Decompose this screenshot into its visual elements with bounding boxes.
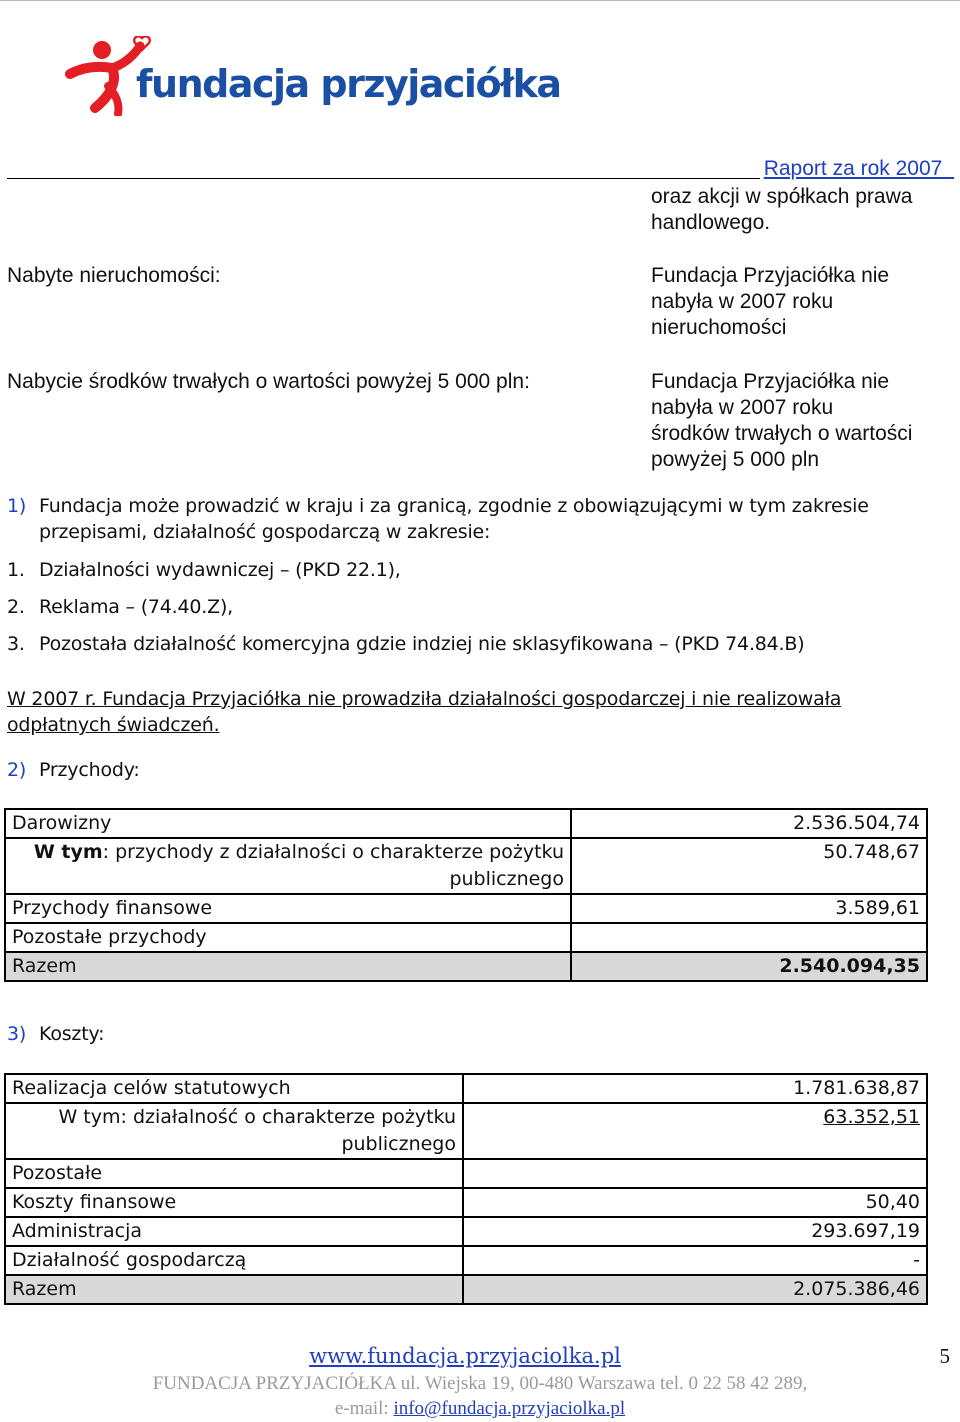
revenue-table [4, 808, 928, 982]
acquisition-label-real-estate: Nabyte nieruchomości: [7, 264, 221, 287]
revenue-value: 2.536.504,74 [571, 809, 927, 838]
table-row [5, 952, 927, 981]
cost-label: Realizacja celów statutowych [5, 1074, 463, 1103]
value-line: Fundacja Przyjaciółka nie [651, 264, 890, 287]
cost-label-line: publicznego [341, 1133, 456, 1155]
cost-label-line: W tym: działalność o charakterze pożytku [58, 1106, 456, 1128]
acquisition-value-fixed-assets [651, 369, 951, 473]
cost-value-text: 63.352,51 [823, 1106, 920, 1128]
activity-item: Działalności wydawniczej – (PKD 22.1), [39, 559, 401, 581]
intro-line: handlowego. [651, 211, 771, 234]
activity-item-num: 1. [7, 559, 25, 581]
table-row [5, 894, 927, 923]
footer-address: FUNDACJA PRZYJACIÓŁKA ul. Wiejska 19, 00-480 Warszawa tel. 0 22 58 42 289, [152, 1373, 808, 1394]
cost-value: 293.697,19 [463, 1217, 927, 1246]
value-line: środków trwałych o wartości [651, 422, 913, 445]
footer-email-line [0, 1398, 960, 1420]
cost-value: 50,40 [463, 1188, 927, 1217]
section3-marker: 3) [7, 1023, 27, 1045]
revenue-label-line: : przychody z działalności o charakterze pożytku [102, 841, 564, 863]
intro-continuation [651, 184, 951, 236]
cost-total-value: 2.075.386,46 [463, 1275, 927, 1304]
top-rule [0, 0, 960, 1]
table-row [5, 838, 927, 894]
section1-text [39, 493, 954, 545]
cost-value [463, 1159, 927, 1188]
revenue-value: 3.589,61 [571, 894, 927, 923]
table-row [5, 1159, 927, 1188]
section3-title: Koszty: [39, 1023, 105, 1045]
section1-line: przepisami, działalność gospodarczą w zakresie: [39, 521, 491, 543]
cost-table [4, 1073, 928, 1305]
cost-total-label: Razem [5, 1275, 463, 1304]
activity-item: Reklama – (74.40.Z), [39, 596, 234, 618]
section2-title: Przychody: [39, 759, 140, 781]
activity-note [7, 686, 952, 738]
table-row [5, 1246, 927, 1275]
revenue-prefix: W tym [33, 841, 103, 863]
section2-marker: 2) [7, 759, 27, 781]
table-row [5, 1188, 927, 1217]
revenue-value: 50.748,67 [571, 838, 927, 894]
value-line: nabyła w 2007 roku [651, 290, 834, 313]
cost-label [5, 1103, 463, 1159]
cost-value [463, 1103, 927, 1159]
footer-email-prefix: e-mail: [334, 1398, 394, 1419]
value-line: powyżej 5 000 pln [651, 448, 820, 471]
footer-website-link[interactable]: www.fundacja.przyjaciolka.pl [309, 1344, 621, 1368]
acquisition-label-fixed-assets: Nabycie środków trwałych o wartości powyżej 5 000 pln: [7, 370, 530, 393]
intro-line: oraz akcji w spółkach prawa [651, 185, 913, 208]
cost-label: Pozostałe [5, 1159, 463, 1188]
revenue-label: Pozostałe przychody [5, 923, 571, 952]
revenue-label-line: publicznego [449, 868, 564, 890]
table-row [5, 809, 927, 838]
revenue-total-value: 2.540.094,35 [571, 952, 927, 981]
revenue-label: Darowizny [5, 809, 571, 838]
table-row [5, 1074, 927, 1103]
logo-wordmark: fundacja przyjaciółka [136, 62, 561, 106]
value-line: Fundacja Przyjaciółka nie [651, 370, 890, 393]
footer-email-link[interactable]: info@fundacja.przyjaciolka.pl [393, 1398, 626, 1419]
revenue-label: Przychody finansowe [5, 894, 571, 923]
table-row [5, 1275, 927, 1304]
revenue-value [571, 923, 927, 952]
value-line: nieruchomości [651, 316, 787, 339]
section1-marker: 1) [7, 495, 27, 517]
note-line: W 2007 r. Fundacja Przyjaciółka nie prowadziła działalności gospodarczej i nie realizowała [7, 688, 842, 710]
revenue-total-label: Razem [5, 952, 571, 981]
table-row [5, 1103, 927, 1159]
cost-value: 1.781.638,87 [463, 1074, 927, 1103]
page-number: 5 [939, 1344, 950, 1368]
cost-label: Koszty finansowe [5, 1188, 463, 1217]
value-line: nabyła w 2007 roku [651, 396, 834, 419]
cost-label: Działalność gospodarczą [5, 1246, 463, 1275]
report-title: Raport za rok 2007_ [760, 157, 954, 181]
cost-label: Administracja [5, 1217, 463, 1246]
activity-item-num: 3. [7, 633, 25, 655]
activity-item: Pozostała działalność komercyjna gdzie indziej nie sklasyfikowana – (PKD 74.84.B) [39, 633, 805, 655]
table-row [5, 1217, 927, 1246]
note-line: odpłatnych świadczeń. [7, 714, 220, 736]
activity-item-num: 2. [7, 596, 25, 618]
table-row [5, 923, 927, 952]
cost-value: - [463, 1246, 927, 1275]
acquisition-value-real-estate [651, 263, 951, 341]
revenue-label [5, 838, 571, 894]
section1-line: Fundacja może prowadzić w kraju i za granicą, zgodnie z obowiązującymi w tym zakresie [39, 495, 869, 517]
